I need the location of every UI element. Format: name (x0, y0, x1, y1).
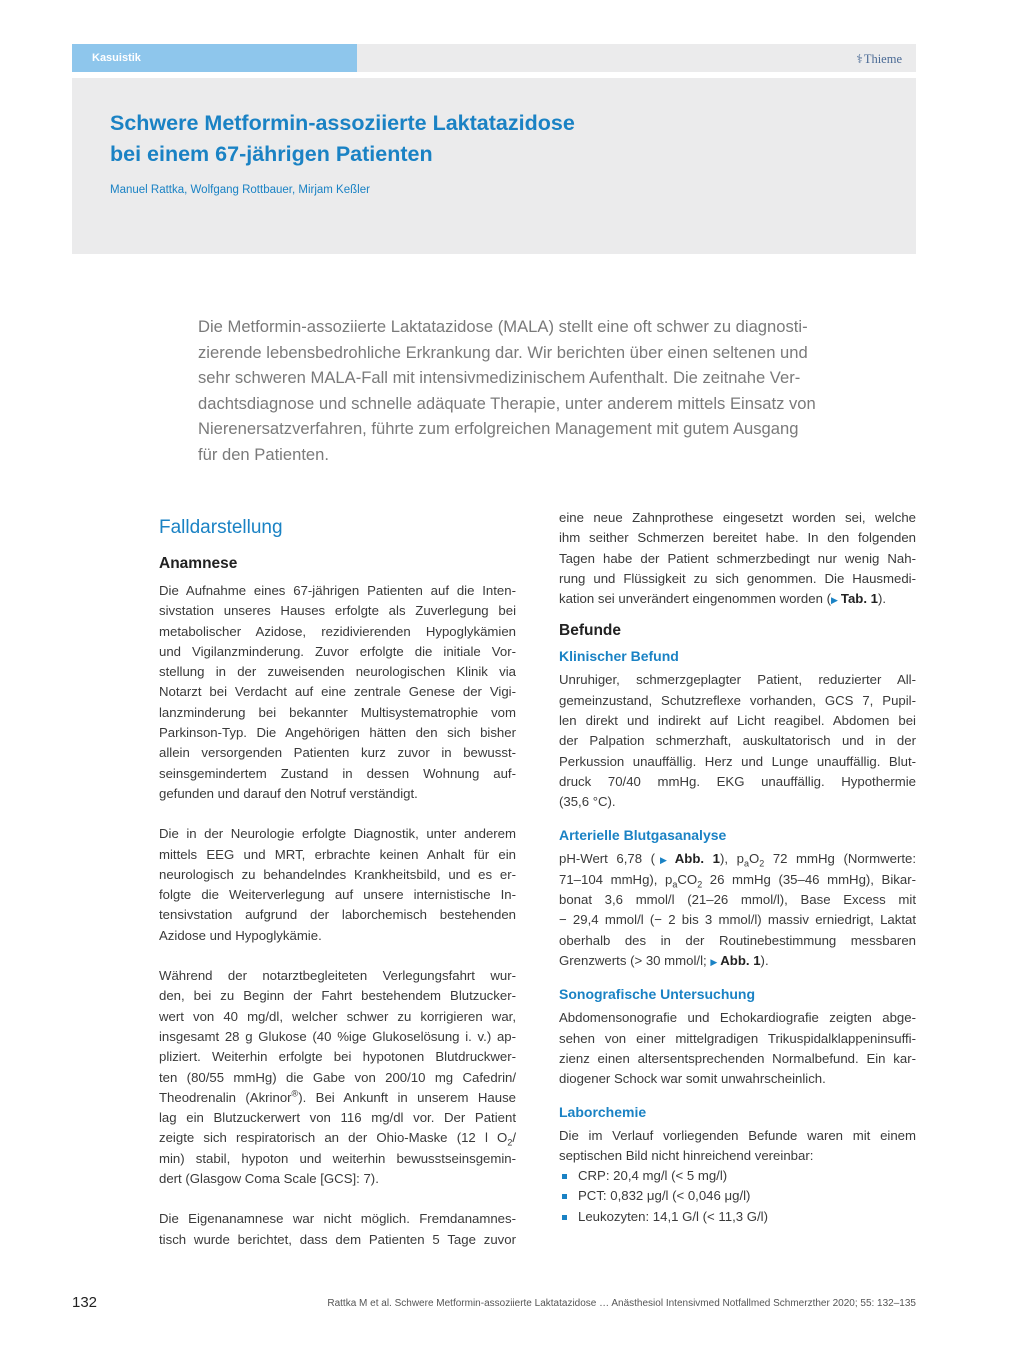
text-line: Die in der Neurologie erfolgte Diagnostik, unter anderem (159, 826, 516, 842)
text-line: metabolischer Azidose, rezidivierenden Hypoglykämien (159, 623, 516, 639)
text-line: Unruhiger, schmerzgeplagter Patient, reduzierter All- (559, 672, 916, 688)
abstract-line: dachtsdiagnose und schnelle adäquate Therapie, unter anderem mittels Einsatz von (198, 393, 816, 413)
subheading-anamnese: Anamnese (159, 555, 238, 572)
abstract-line: sehr schweren MALA-Fall mit intensivmedizinischem Aufenthalt. Die zeitnahe Ver- (198, 368, 801, 387)
subsubheading-sonografie: Sonografische Untersuchung (559, 986, 756, 1003)
abstract-line: Nierenersatzverfahren, führte zum erfolgreichen Management mit gutem Ausgang (198, 419, 799, 438)
text-line (159, 1088, 516, 1108)
text-line: Tagen habe der Patient schmerzbedingt nur wenig Nah- (559, 550, 916, 566)
text-fragment: CO (677, 871, 698, 887)
text-line: und Vigilanzminderung. Zuvor erfolgte die initiale Vor- (159, 643, 516, 659)
text-line: dert (Glasgow Coma Scale [GCS]: 7). (159, 1171, 379, 1187)
text-line: tensivstation aufgrund der laborchemisch bestehenden (159, 907, 516, 923)
arrow-right-icon: ▶ (710, 957, 718, 968)
abstract-line: für den Patienten. (198, 444, 329, 464)
text-line: ten (80/55 mmHg) die Gabe von 200/10 mg Cafedrin/ (159, 1069, 516, 1085)
text-line: wert von 40 mg/dl, welcher schwer zu korrigieren war, (159, 1008, 516, 1024)
citation: Rattka M et al. Schwere Metformin-assoziierte Laktatazidose … Anästhesiol Intensivmed Notfallmed Schmerzther 2020; 55: 132–135 (327, 1298, 916, 1309)
text-line: druck 70/40 mmHg. EKG unauffällig. Hypothermie (559, 773, 916, 789)
text-line: pliziert. Weiterhin erfolgte bei hypotonen Blutdruckwer- (159, 1049, 516, 1065)
abstract-line: zierende lebensbedrohliche Erkrankung dar. Wir berichten über einen seltenen und (198, 342, 808, 362)
text-line: bonat 3,6 mmol/l (21–26 mmol/l), Base Excess mit (559, 892, 916, 908)
text-line: insgesamt 28 g Glukose (40 %ige Glukoselösung i. v.) ap- (159, 1028, 516, 1044)
text-line (559, 589, 916, 610)
text-fragment: / (512, 1130, 516, 1146)
text-line: seinsgemindertem Zustand in dessen Wohnung auf- (159, 765, 516, 781)
text-line (559, 870, 916, 890)
paragraph-aufnahme (159, 581, 516, 804)
subscript: a (672, 879, 678, 890)
text-line: allein versorgenden Patienten kurz zuvor in bewusst- (159, 745, 516, 761)
registered-mark: ® (291, 1088, 299, 1099)
text-fragment: 71–104 mmHg), p (559, 871, 673, 887)
text-line: (35,6 °C). (559, 794, 616, 810)
left-column (159, 508, 516, 1250)
text-fragment: Grenzwerts (> 30 mmol/l; (559, 953, 711, 969)
arrow-right-icon: ▶ (655, 854, 672, 865)
author-list: Manuel Rattka, Wolfgang Rottbauer, Mirjam Keßler (110, 184, 370, 196)
arrow-right-icon: ▶ (830, 595, 838, 606)
text-line: sehen von einer mittelgradigen Trikuspidalklappeninsuffi- (559, 1030, 916, 1046)
paragraph-laborchemie (559, 1126, 916, 1167)
reference-label: Abb. 1 (674, 850, 720, 866)
text-line: septischen Bild nicht hinreichend vereinbar: (559, 1147, 814, 1163)
text-line: Abdomensonografie und Echokardiografie zeigten abge- (559, 1010, 916, 1026)
text-line: lag ein Blutzuckerwert von 116 mg/dl vor. Der Patient (159, 1110, 516, 1126)
paragraph-zahnprothese (559, 508, 916, 610)
text-line: ihm seither Schmerzen bereitet habe. In den folgenden (559, 530, 916, 546)
text-line: zienz einen altersentsprechenden Normalbefund. Ein kar- (559, 1050, 916, 1066)
section-label: Kasuistik (72, 44, 357, 72)
text-line: len direkt und indirekt auf Licht reagibel. Abdomen bei (559, 713, 916, 729)
right-column (559, 508, 916, 1227)
text-line: oberhalb des in der Routinebestimmung messbaren (559, 932, 916, 948)
lab-values-list (559, 1166, 916, 1227)
paragraph-verlegung (159, 966, 516, 1189)
text-line: eine neue Zahnprothese eingesetzt worden sei, welche (559, 510, 916, 525)
subsubheading-klinischer-befund: Klinischer Befund (559, 648, 679, 665)
text-line: Notarzt bei Verdacht auf eine zentrale Genese der Vigi- (159, 684, 516, 700)
table-reference-link[interactable] (831, 591, 878, 606)
text-line: neurologisch zu behandelndes Krankheitsbild, und es er- (159, 866, 516, 882)
text-line: rung und Flüssigkeit zu sich genommen. Die Hausmedi- (559, 570, 916, 586)
abstract (198, 314, 878, 467)
paragraph-blutgasanalyse (559, 849, 916, 973)
figure-reference-link[interactable] (655, 851, 720, 866)
text-fragment: ), p (719, 850, 744, 866)
thieme-logo-icon: ⚕ (856, 52, 863, 66)
text-line (559, 849, 916, 870)
text-fragment: ). (760, 953, 769, 969)
text-line: der Palpation schmerzhaft, auskultatorisch und in der (559, 733, 916, 749)
text-line (159, 1128, 516, 1148)
text-line: Die Eigenanamnese war nicht möglich. Fremdanamnes- (159, 1211, 516, 1227)
page-number: 132 (72, 1294, 98, 1311)
title-panel (72, 78, 916, 254)
subscript: 2 (507, 1138, 513, 1149)
text-line: Parkinson-Typ. Die Angehörigen hätten den sich bisher (159, 725, 516, 741)
header-bar (72, 44, 916, 72)
text-fragment: O (748, 850, 760, 866)
publisher-name: Thieme (863, 52, 902, 66)
figure-reference-link[interactable] (710, 953, 760, 968)
title-line: bei einem 67-jährigen Patienten (110, 142, 433, 166)
text-line: diogener Schock war somit unwahrscheinlich. (559, 1071, 826, 1087)
reference-label: Tab. 1 (840, 591, 879, 607)
page-footer (72, 1296, 916, 1314)
text-line: gemeinzustand, Schutzreflexe vorhanden, GCS 7, Pupil- (559, 692, 916, 708)
text-fragment: pH-Wert 6,78 ( (559, 850, 656, 866)
text-line (559, 951, 916, 972)
text-line: Azidose und Hypoglykämie. (159, 927, 322, 943)
paragraph-klinischer-befund (559, 670, 916, 812)
text-fragment: zeigte sich respiratorisch an der Ohio-Maske (12 l O (159, 1130, 508, 1146)
text-fragment: Theodrenalin (Akrinor (159, 1089, 292, 1105)
paragraph-eigenanamnese (159, 1209, 516, 1250)
text-line: stellung in der zuweisenden neurologischen Klinik via (159, 664, 516, 680)
subscript: a (743, 858, 749, 869)
subscript: 2 (697, 879, 703, 890)
text-fragment: 72 mmHg (Normwerte: (764, 850, 916, 866)
text-line: lanzminderung bei bekannter Multisystematrophie vom (159, 704, 516, 720)
text-line: den, bei zu Beginn der Fahrt bestehendem Blutzucker- (159, 988, 516, 1004)
abstract-line: Die Metformin-assoziierte Laktatazidose (MALA) stellt eine oft schwer zu diagnosti- (198, 317, 808, 336)
text-line: Während der notarztbegleiteten Verlegungsfahrt wur- (159, 968, 516, 984)
text-line: gefunden und darauf den Notruf verständigt. (159, 785, 418, 801)
list-item: CRP: 20,4 mg/l (< 5 mg/l) (559, 1166, 916, 1186)
title-line: Schwere Metformin-assoziierte Laktatazidose (110, 111, 575, 135)
subscript: 2 (759, 858, 765, 869)
subsubheading-blutgasanalyse: Arterielle Blutgasanalyse (559, 826, 727, 843)
text-fragment: ). Bei Ankunft in unserem Hause (298, 1089, 516, 1105)
text-line: tisch wurde berichtet, dass dem Patienten 5 Tage zuvor (159, 1231, 516, 1247)
paragraph-sonografie (559, 1008, 916, 1089)
text-line: min) stabil, hypoton und weiterhin bewusstseinsgemin- (159, 1150, 516, 1166)
text-line: mittels EEG und MRT, erbrachte keinen Anhalt für ein (159, 846, 516, 862)
publisher-logo (856, 44, 902, 72)
text-fragment: kation sei unverändert eingenommen worden ( (559, 591, 831, 607)
text-fragment: 26 mmHg (35–46 mmHg), Bikar- (702, 871, 916, 887)
text-line: Die Aufnahme eines 67-jährigen Patienten auf die Inten- (159, 583, 516, 598)
paragraph-diagnostik (159, 824, 516, 946)
text-line: sivstation unseres Hauses erfolgte als Zuverlegung bei (159, 603, 516, 619)
text-line: − 29,4 mmol/l (− 2 bis 3 mmol/l) massiv erniedrigt, Laktat (559, 912, 916, 928)
text-fragment: ). (878, 591, 887, 607)
text-line: folgte die Weiterverlegung auf unsere internistische In- (159, 887, 516, 903)
article-title (110, 108, 575, 170)
text-line: Perkussion unauffällig. Herz und Lunge unauffällig. Blut- (559, 753, 916, 769)
reference-label: Abb. 1 (720, 953, 761, 969)
subheading-befunde: Befunde (559, 622, 621, 640)
text-line: Die im Verlauf vorliegenden Befunde waren mit einem (559, 1127, 916, 1143)
section-heading-falldarstellung: Falldarstellung (159, 517, 283, 538)
list-item: Leukozyten: 14,1 G/l (< 11,3 G/l) (559, 1207, 916, 1227)
subsubheading-laborchemie: Laborchemie (559, 1103, 647, 1120)
list-item: PCT: 0,832 μg/l (< 0,046 μg/l) (559, 1186, 916, 1206)
